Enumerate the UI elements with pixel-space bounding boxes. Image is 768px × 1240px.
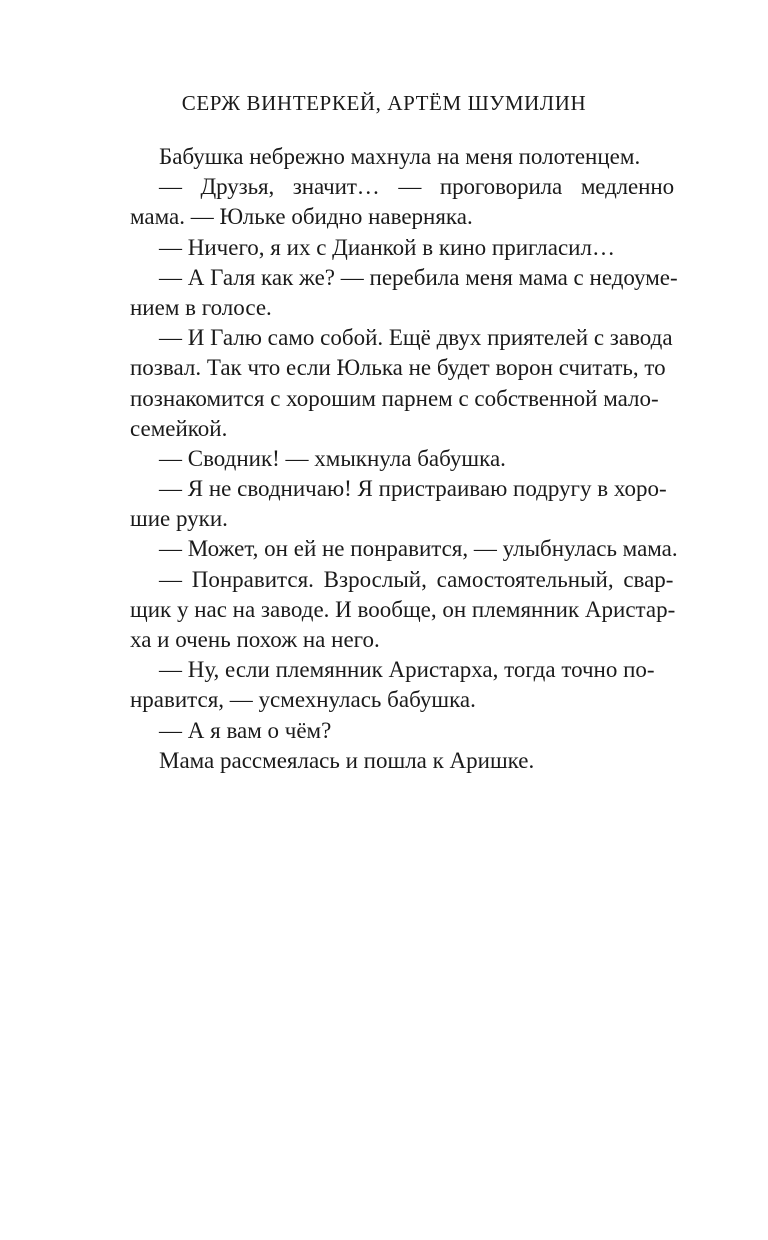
text-line: — Ничего, я их с Дианкой в кино пригласил… (159, 234, 615, 260)
text-line: — Ну, если племянник Аристарха, тогда точно по- (159, 657, 655, 683)
text-line: шие руки. (130, 506, 228, 532)
text-line: — А я вам о чём? (159, 717, 332, 743)
text-line: — Может, он ей не понравится, — улыбнулась мама. (159, 536, 678, 562)
text-line: нием в голосе. (130, 294, 272, 320)
text-line: щик у нас на заводе. И вообще, он племянник Аристар- (130, 596, 676, 622)
text-line: нравится, — усмехнулась бабушка. (130, 687, 476, 713)
text-line: — Я не сводничаю! Я пристраиваю подругу в хоро- (159, 476, 667, 502)
text-line: ха и очень похож на него. (130, 627, 380, 652)
body-text (130, 142, 680, 776)
text-line: — И Галю само собой. Ещё двух приятелей с завода (159, 325, 673, 351)
text-line: познакомится с хорошим парнем с собственной мало- (130, 385, 659, 411)
text-line: позвал. Так что если Юлька не будет ворон считать, то (130, 355, 666, 381)
running-header: СЕРЖ ВИНТЕРКЕЙ, АРТЁМ ШУМИЛИН (181, 91, 587, 115)
text-line: — Понравится. Взрослый, самостоятельный, свар- (159, 566, 674, 592)
text-line: — А Галя как же? — перебила меня мама с недоуме- (159, 264, 678, 290)
text-line: семейкой. (130, 415, 228, 441)
text-line: Мама рассмеялась и пошла к Аришке. (159, 747, 535, 773)
text-line: Бабушка небрежно махнула на меня полотенцем. (159, 144, 641, 169)
text-line: — Сводник! — хмыкнула бабушка. (159, 445, 506, 471)
text-line: мама. — Юльке обидно наверняка. (130, 204, 473, 230)
text-line: — Друзья, значит… — проговорила медленно (159, 174, 674, 200)
